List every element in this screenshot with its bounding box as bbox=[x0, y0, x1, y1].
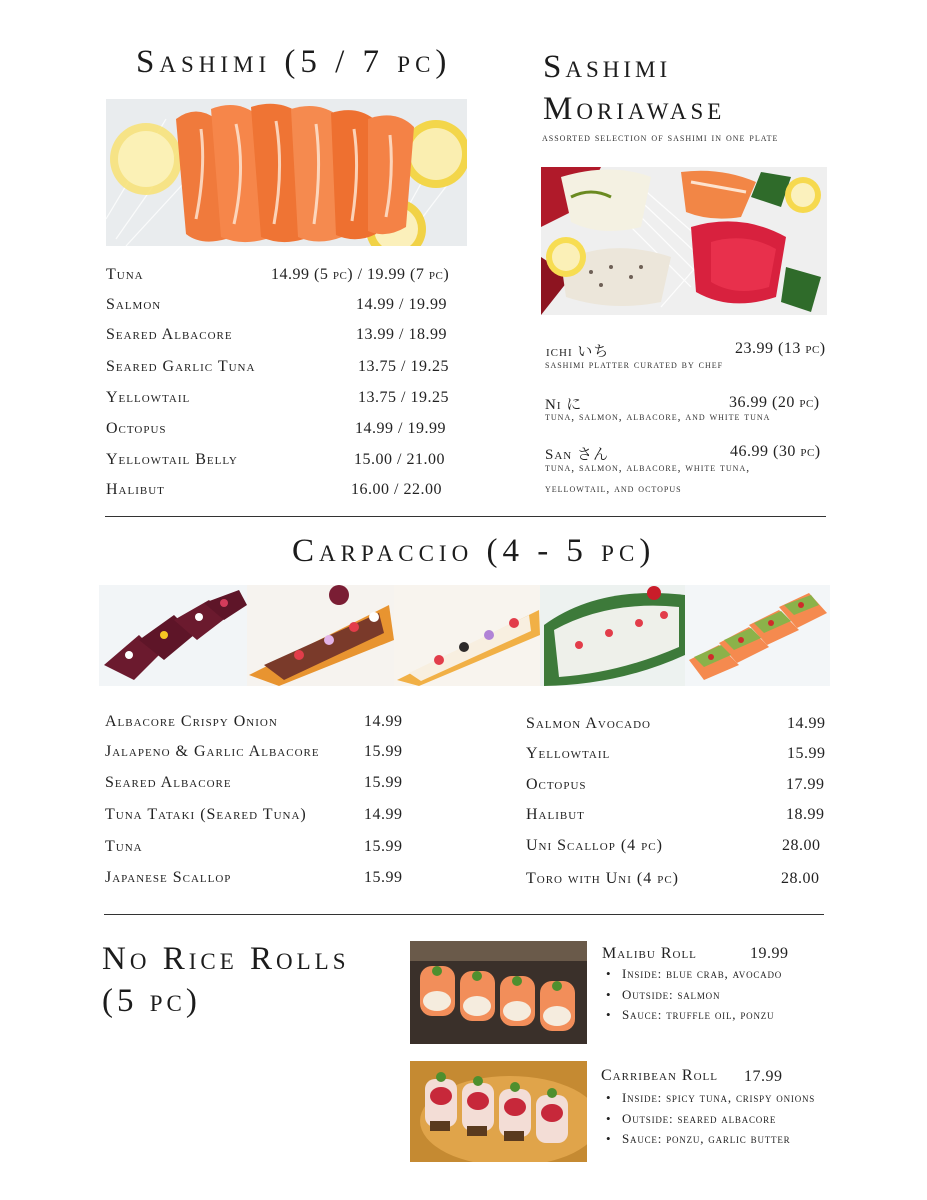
moriawase-item-desc: tuna, salmon, albacore, and white tuna bbox=[545, 411, 771, 423]
sashimi-item-name: Seared Albacore bbox=[106, 326, 233, 343]
carpaccio-item-name: Halibut bbox=[526, 806, 585, 823]
carpaccio-item-price: 28.00 bbox=[781, 870, 820, 887]
sashimi-item-price: 14.99 (5 pc) / 19.99 (7 pc) bbox=[271, 266, 450, 283]
roll-price: 17.99 bbox=[744, 1068, 783, 1085]
carpaccio-photo-strip bbox=[99, 585, 830, 686]
roll-details bbox=[602, 1088, 815, 1150]
roll-detail: • Inside: spicy tuna, crispy onions bbox=[602, 1088, 815, 1109]
carpaccio-item-price: 15.99 bbox=[364, 838, 403, 855]
sashimi-item-price: 15.00 / 21.00 bbox=[354, 451, 445, 468]
carpaccio-item-price: 15.99 bbox=[787, 745, 826, 762]
carpaccio-item-name: Japanese Scallop bbox=[105, 869, 232, 886]
carpaccio-item-name: Tuna bbox=[105, 838, 143, 855]
moriawase-item-name: ichi いち bbox=[546, 344, 610, 360]
moriawase-title-line1: Sashimi bbox=[543, 49, 672, 85]
divider bbox=[105, 516, 826, 517]
carpaccio-item-name: Seared Albacore bbox=[105, 774, 232, 791]
sashimi-item-name: Tuna bbox=[106, 266, 144, 283]
roll-detail: • Sauce: truffle oil, ponzu bbox=[602, 1005, 782, 1026]
roll-price: 19.99 bbox=[750, 945, 789, 962]
sashimi-item-name: Yellowtail Belly bbox=[106, 451, 238, 468]
carpaccio-item-name: Toro with Uni (4 pc) bbox=[526, 870, 679, 887]
carpaccio-title: Carpaccio (4 - 5 pc) bbox=[292, 533, 656, 569]
moriawase-item-desc: tuna, salmon, albacore, white tuna, bbox=[545, 462, 751, 474]
roll-name: Carribean Roll bbox=[601, 1067, 718, 1084]
carpaccio-item-price: 15.99 bbox=[364, 774, 403, 791]
carpaccio-item-name: Salmon Avocado bbox=[526, 715, 651, 732]
roll-detail: • Outside: seared albacore bbox=[602, 1109, 815, 1130]
sashimi-item-price: 14.99 / 19.99 bbox=[356, 296, 447, 313]
roll-details bbox=[602, 964, 782, 1026]
carpaccio-item-name: Yellowtail bbox=[526, 745, 611, 762]
no-rice-title-line2: (5 pc) bbox=[102, 983, 201, 1019]
moriawase-subtitle: assorted selection of sashimi in one plate bbox=[542, 130, 779, 144]
carpaccio-item-price: 17.99 bbox=[786, 776, 825, 793]
sashimi-item-price: 13.99 / 18.99 bbox=[356, 326, 447, 343]
sashimi-item-price: 13.75 / 19.25 bbox=[358, 358, 449, 375]
malibu-roll-photo bbox=[410, 941, 587, 1044]
carpaccio-item-name: Albacore Crispy Onion bbox=[105, 713, 278, 730]
moriawase-item-price: 36.99 (20 pc) bbox=[729, 394, 820, 411]
carpaccio-item-name: Jalapeno & Garlic Albacore bbox=[105, 743, 320, 760]
roll-name: Malibu Roll bbox=[602, 945, 697, 962]
carpaccio-item-name: Tuna Tataki (Seared Tuna) bbox=[105, 806, 307, 823]
carpaccio-item-price: 18.99 bbox=[786, 806, 825, 823]
moriawase-title bbox=[543, 46, 725, 130]
carpaccio-item-price: 15.99 bbox=[364, 869, 403, 886]
divider bbox=[104, 914, 824, 915]
moriawase-item-price: 23.99 (13 pc) bbox=[735, 340, 826, 357]
sashimi-item-price: 13.75 / 19.25 bbox=[358, 389, 449, 406]
sashimi-photo bbox=[106, 99, 467, 246]
moriawase-title-line2: Moriawase bbox=[543, 91, 726, 127]
moriawase-item-price: 46.99 (30 pc) bbox=[730, 443, 821, 460]
carpaccio-item-name: Uni Scallop (4 pc) bbox=[526, 837, 663, 854]
sashimi-item-price: 16.00 / 22.00 bbox=[351, 481, 442, 498]
moriawase-item-name: San さん bbox=[545, 447, 609, 463]
sashimi-item-name: Halibut bbox=[106, 481, 165, 498]
sashimi-item-name: Salmon bbox=[106, 296, 162, 313]
carpaccio-item-name: Octopus bbox=[526, 776, 587, 793]
carpaccio-item-price: 14.99 bbox=[787, 715, 826, 732]
roll-detail: • Sauce: ponzu, garlic butter bbox=[602, 1129, 815, 1150]
sashimi-item-price: 14.99 / 19.99 bbox=[355, 420, 446, 437]
moriawase-item-name: Ni に bbox=[545, 397, 583, 413]
no-rice-title bbox=[102, 938, 350, 1022]
carpaccio-item-price: 28.00 bbox=[782, 837, 821, 854]
carpaccio-item-price: 14.99 bbox=[364, 713, 403, 730]
roll-detail: • Outside: salmon bbox=[602, 985, 782, 1006]
carribean-roll-photo bbox=[410, 1061, 587, 1162]
carpaccio-item-price: 15.99 bbox=[364, 743, 403, 760]
carpaccio-item-price: 14.99 bbox=[364, 806, 403, 823]
roll-detail: • Inside: blue crab, avocado bbox=[602, 964, 782, 985]
moriawase-item-desc-line2: yellowtail, and octopus bbox=[545, 483, 682, 495]
sashimi-item-name: Yellowtail bbox=[106, 389, 191, 406]
moriawase-photo bbox=[541, 167, 827, 315]
moriawase-item-desc: sashimi platter curated by chef bbox=[545, 359, 724, 371]
sashimi-title: Sashimi (5 / 7 pc) bbox=[136, 44, 452, 80]
no-rice-title-line1: No Rice Rolls bbox=[102, 941, 350, 977]
sashimi-item-name: Octopus bbox=[106, 420, 167, 437]
sashimi-item-name: Seared Garlic Tuna bbox=[106, 358, 256, 375]
